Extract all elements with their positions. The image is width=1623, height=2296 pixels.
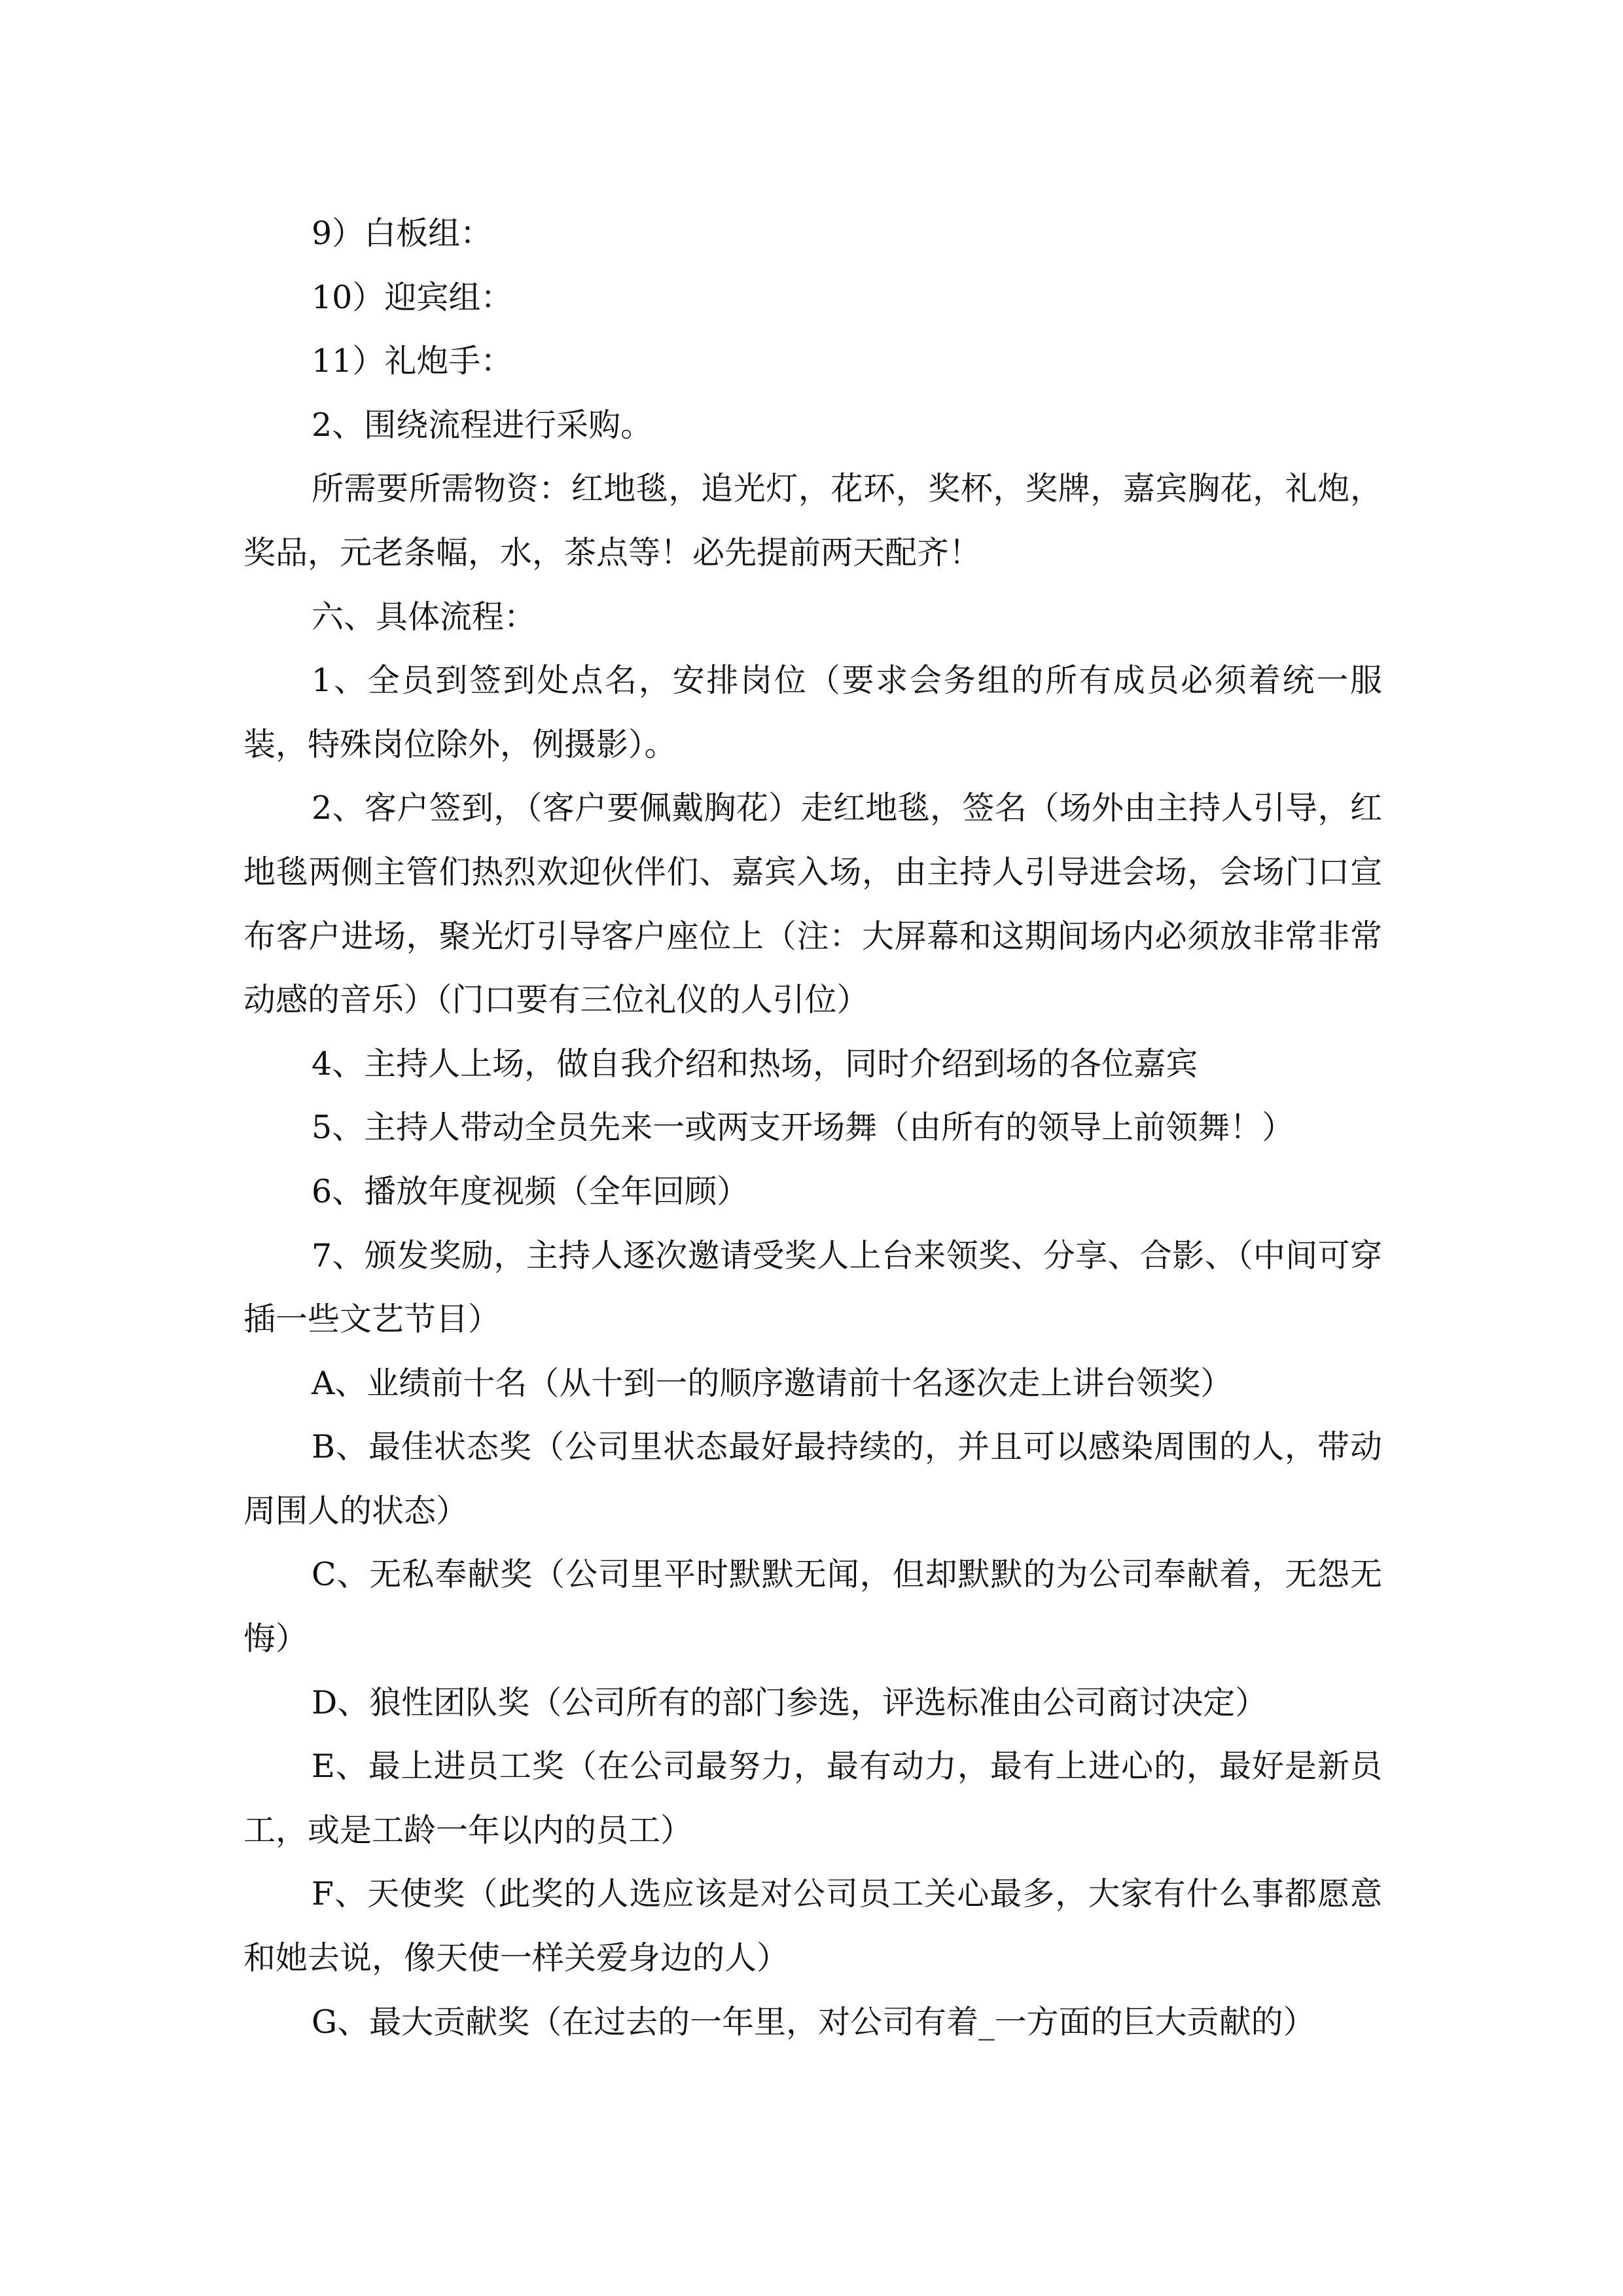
section-heading-process: 六、具体流程：: [312, 598, 537, 636]
paragraph-salute-crew: 11）礼炮手：: [312, 342, 513, 380]
paragraph-award-d: D、狼性团队奖（公司所有的部门参选，评选标准由公司商讨决定）: [312, 1683, 1268, 1721]
paragraph-award-g: G、最大贡献奖（在过去的一年里，对公司有着_一方面的巨大贡献的）: [312, 2003, 1315, 2041]
paragraph-procurement: 2、围绕流程进行采购。: [312, 406, 653, 444]
paragraph-step-1: 1、全员到签到处点名，安排岗位（要求会务组的所有成员必须着统一服装，特殊岗位除外，例摄影）。: [243, 662, 1382, 763]
paragraph-materials: 所需要所需物资：红地毯，追光灯，花环，奖杯，奖牌，嘉宾胸花，礼炮，奖品，元老条幅，水，茶点等！必先提前两天配齐！: [243, 470, 1382, 571]
paragraph-welcome-group: 10）迎宾组：: [312, 278, 513, 316]
paragraph-award-e: E、最上进员工奖（在公司最努力，最有动力，最有上进心的，最好是新员工，或是工龄一年以内的员工）: [243, 1748, 1382, 1849]
paragraph-award-b: B、最佳状态奖（公司里状态最好最持续的，并且可以感染周围的人，带动周围人的状态）: [243, 1428, 1382, 1530]
paragraph-step-5: 5、主持人带动全员先来一或两支开场舞（由所有的领导上前领舞！）: [312, 1109, 1294, 1147]
document-body: [243, 202, 1382, 2054]
paragraph-award-c: C、无私奉献奖（公司里平时默默无闻，但却默默的为公司奉献着，无怨无悔）: [243, 1556, 1382, 1658]
paragraph-step-6: 6、播放年度视频（全年回顾）: [312, 1172, 749, 1210]
paragraph-award-a: A、业绩前十名（从十到一的顺序邀请前十名逐次走上讲台领奖）: [312, 1364, 1233, 1402]
paragraph-step-2: 2、客户签到，（客户要佩戴胸花）走红地毯，签名（场外由主持人引导，红地毯两侧主管们热烈欢迎伙伴们、嘉宾入场，由主持人引导进会场，会场门口宣布客户进场，聚光灯引导客户座位上（注：大屏幕和这期间场内必须放非常非常动感的音乐）（门口要有三位礼仪的人引位）: [243, 789, 1382, 1019]
paragraph-step-7: 7、颁发奖励，主持人逐次邀请受奖人上台来领奖、分享、合影、（中间可穿插一些文艺节目）: [243, 1236, 1382, 1338]
paragraph-step-4: 4、主持人上场，做自我介绍和热场，同时介绍到场的各位嘉宾: [312, 1045, 1198, 1083]
paragraph-whiteboard-group: 9）白板组：: [312, 215, 493, 252]
paragraph-award-f: F、天使奖（此奖的人选应该是对公司员工关心最多，大家有什么事都愿意和她去说，像天使一样关爱身边的人）: [243, 1875, 1382, 1977]
